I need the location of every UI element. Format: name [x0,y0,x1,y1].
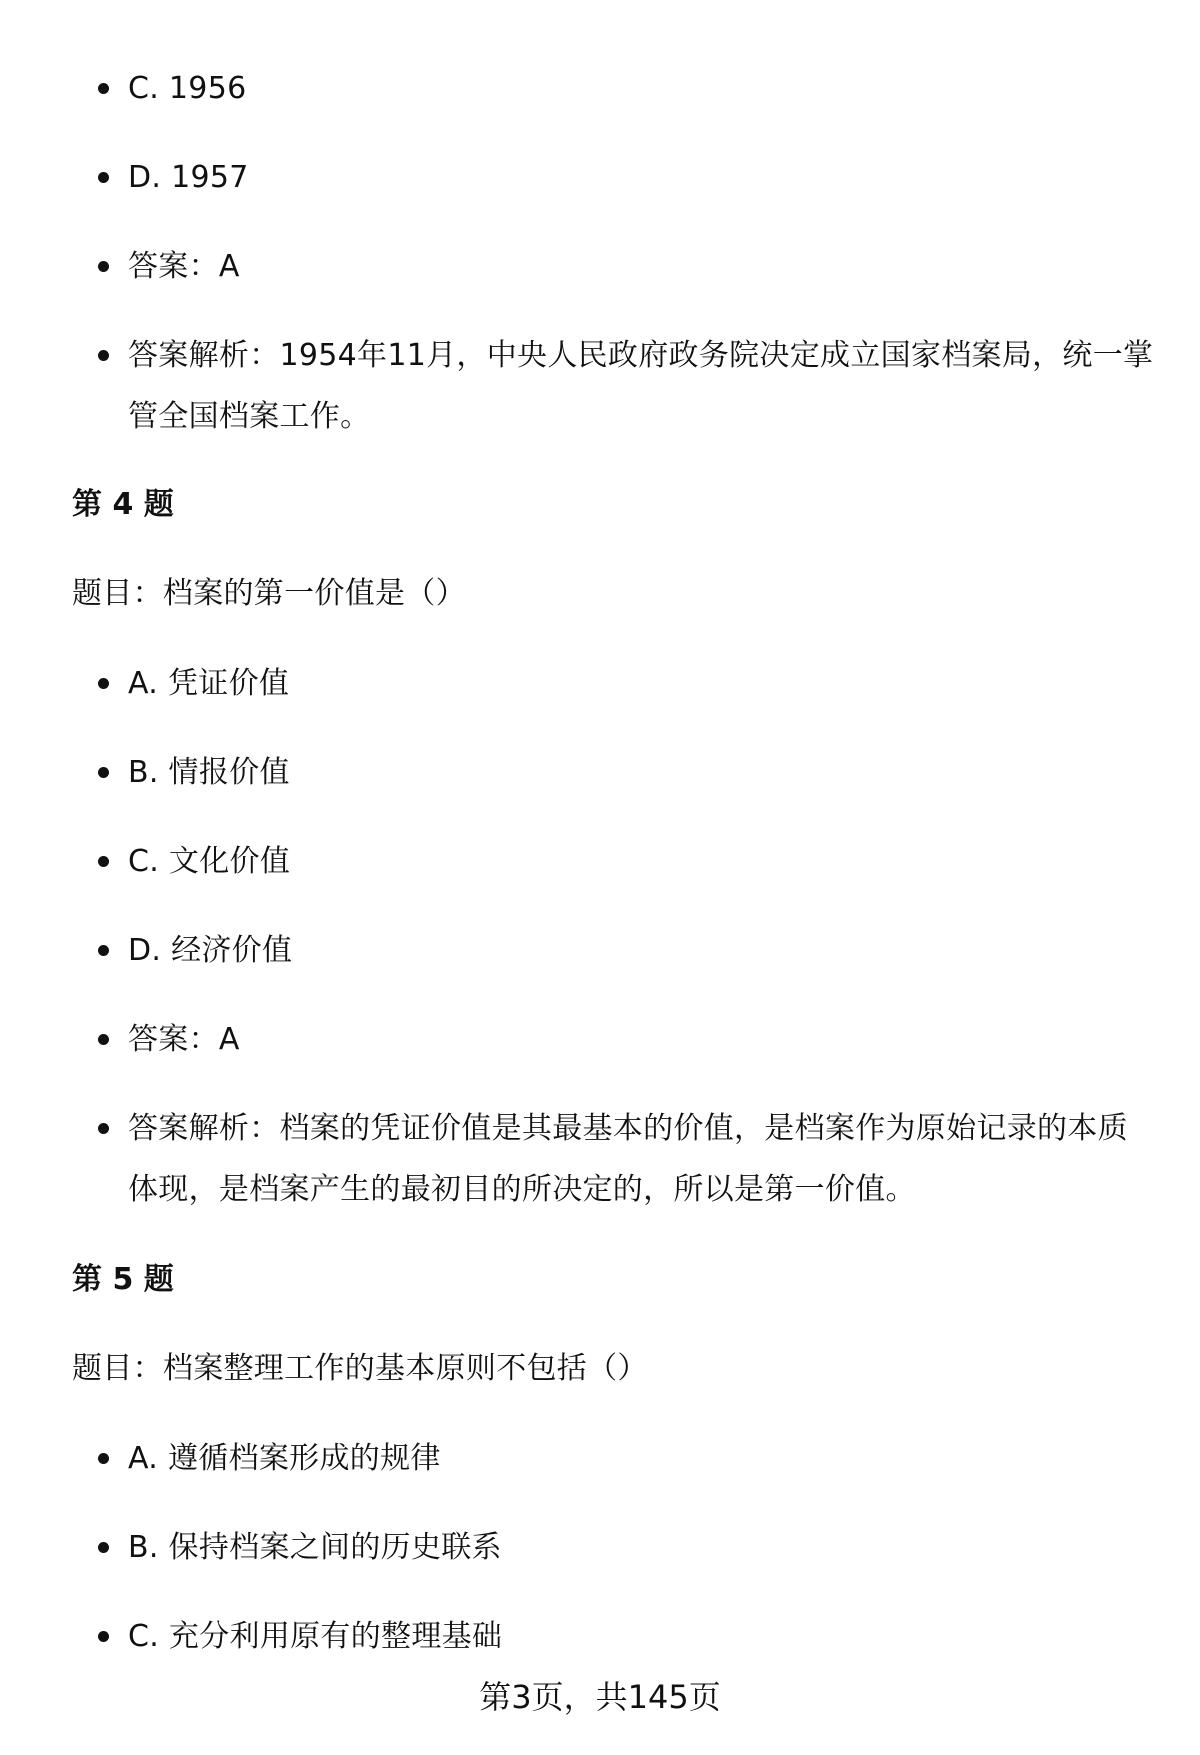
q5-heading: 第 5 题 [72,1262,174,1297]
page-number-footer: 第3页，共145页 [479,1678,721,1716]
q5-option-c: C. 充分利用原有的整理基础 [128,1606,1158,1667]
q3-answer: 答案：A [128,236,1158,297]
q5-question: 题目：档案整理工作的基本原则不包括（） [72,1351,648,1386]
q4-option-c: C. 文化价值 [128,831,1158,892]
q5-option-b: B. 保持档案之间的历史联系 [128,1517,1158,1578]
q3-option-d: D. 1957 [128,147,1158,208]
q4-explanation: 答案解析：档案的凭证价值是其最基本的价值，是档案作为原始记录的本质体现，是档案产生的最初目的所决定的，所以是第一价值。 [128,1098,1158,1220]
q4-answer: 答案：A [128,1009,1158,1070]
q4-heading: 第 4 题 [72,487,174,522]
q4-option-a: A. 凭证价值 [128,653,1158,714]
q5-option-a: A. 遵循档案形成的规律 [128,1428,1158,1489]
q4-question: 题目：档案的第一价值是（） [72,576,466,611]
q4-option-d: D. 经济价值 [128,920,1158,981]
q4-option-b: B. 情报价值 [128,742,1158,803]
q3-explanation: 答案解析：1954年11月，中央人民政府政务院决定成立国家档案局，统一掌管全国档案工作。 [128,325,1158,447]
q3-option-c: C. 1956 [128,58,1158,119]
